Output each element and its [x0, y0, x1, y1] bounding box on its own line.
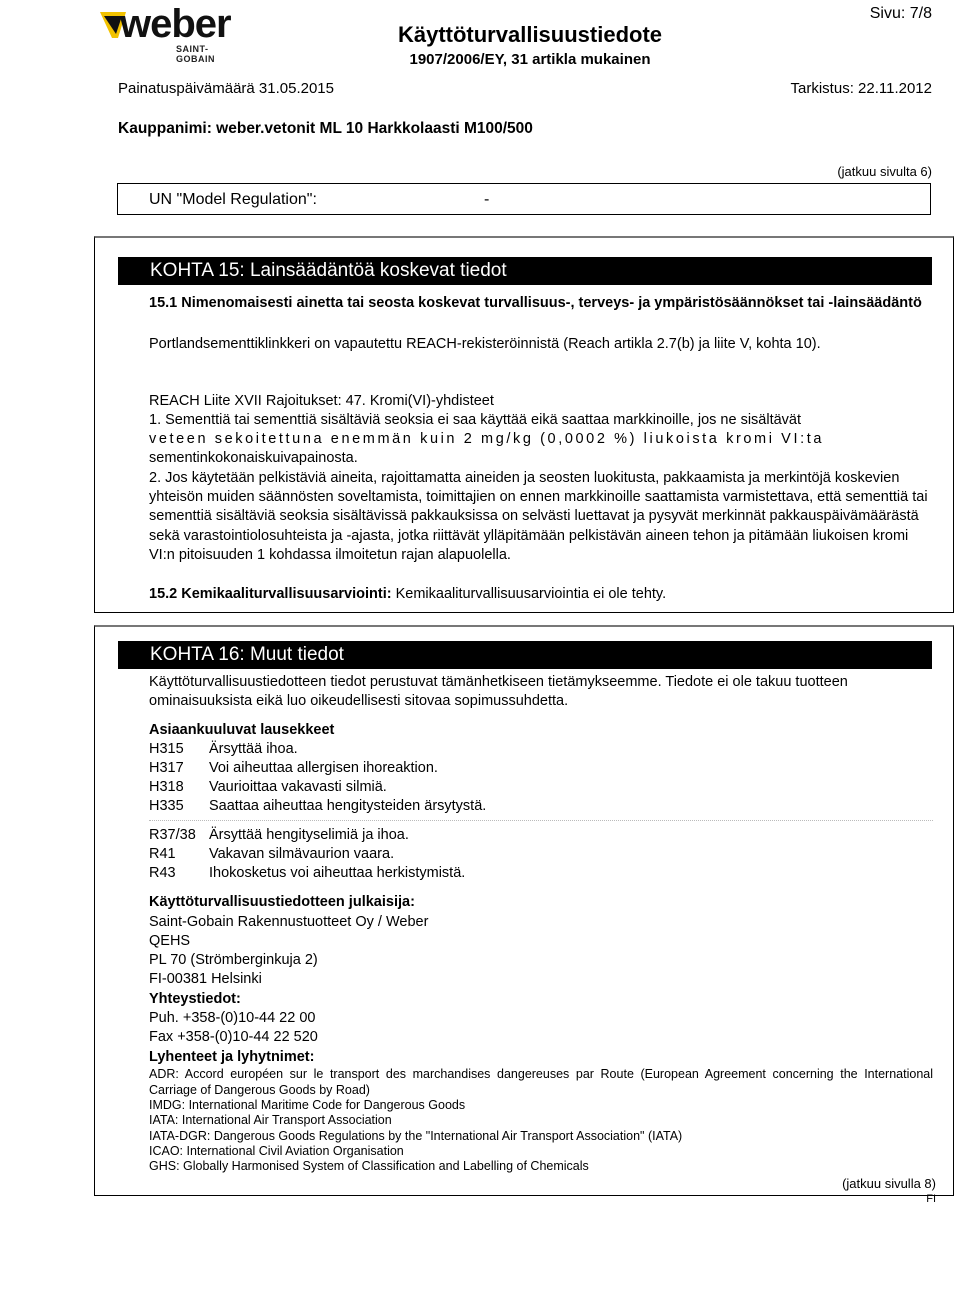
logo-wordmark: weber — [120, 2, 231, 46]
section-15-1-heading: 15.1 Nimenomaisesti ainetta tai seosta koskevat turvallisuus-, terveys- ja ympäristösäännökset tai -lainsäädäntö — [149, 295, 922, 311]
item-1-line-a: 1. Sementtiä tai sementtiä sisältäviä seoksia ei saa käyttää eikä saattaa markkinoille, jos ne sisältävät — [149, 412, 802, 428]
phrase-code: R43 — [149, 865, 176, 881]
phrase-text: Vakavan silmävaurion vaara. — [209, 846, 395, 862]
contact-line: Puh. +358-(0)10-44 22 00 — [149, 1010, 316, 1026]
revision-date: Tarkistus: 22.11.2012 — [790, 80, 932, 97]
h-phrase-row — [149, 797, 486, 816]
trade-name: Kauppanimi: weber.vetonit ML 10 Harkkolaasti M100/500 — [118, 120, 533, 137]
phrase-text: Ärsyttää hengityselimiä ja ihoa. — [209, 827, 409, 843]
h-phrase-row — [149, 778, 387, 797]
r-phrase-row — [149, 845, 394, 864]
abbr-line: GHS: Globally Harmonised System of Classification and Labelling of Chemicals — [149, 1159, 589, 1173]
section-15-2-body: Kemikaaliturvallisuusarviointia ei ole tehty. — [391, 586, 667, 602]
publisher-line: Saint-Gobain Rakennustuotteet Oy / Weber — [149, 914, 429, 930]
r-phrase-row — [149, 826, 409, 845]
contact-line: Fax +358-(0)10-44 22 520 — [149, 1029, 318, 1045]
item-2: 2. Jos käytetään pelkistäviä aineita, rajoittamatta aineiden ja seosten luokitusta, pakkaamista ja merkintöjä koskevien yhteisön muiden säännösten soveltamista, toimittajien on ennen markkinoille saattamista varmistettava, että sementtiä tai sementtiä sisältäviä seoksia sisältävissä pakkauksissa on selvästi luettavat ja pysyvät merkinnät pakkauspäivämäärästä sekä varastointiolosuhteista ja -ajasta, jotka riittävät ylläpitämään pelkistävän aineen tehon ja pitämään liukoisen kromi VI:n pitoisuuden 1 kohdassa ilmoitetun rajan alapuolella. — [149, 470, 928, 563]
phrase-text: Vaurioittaa vakavasti silmiä. — [209, 779, 387, 795]
r-phrase-row — [149, 864, 465, 883]
contact-heading: Yhteystiedot: — [149, 991, 241, 1007]
publisher-line: FI-00381 Helsinki — [149, 971, 262, 987]
un-model-label: UN "Model Regulation": — [149, 191, 317, 208]
section-16 — [94, 625, 954, 1196]
un-model-value: - — [484, 191, 490, 208]
phrase-code: H335 — [149, 798, 184, 814]
h-phrase-row — [149, 740, 298, 759]
item-1-line-b: veteen sekoitettuna enemmän kuin 2 mg/kg (0,0002 %) liukoista kromi VI:ta — [149, 431, 824, 447]
h-phrase-row — [149, 759, 438, 778]
publisher-line: PL 70 (Strömberginkuja 2) — [149, 952, 318, 968]
phrase-code: H315 — [149, 741, 184, 757]
document-title: Käyttöturvallisuustiedote — [397, 22, 663, 47]
publisher-line: QEHS — [149, 933, 191, 949]
phrase-text: Ärsyttää ihoa. — [209, 741, 298, 757]
phrase-code: R41 — [149, 846, 176, 862]
section-15-1-body: Portlandsementtiklinkkeri on vapautettu REACH-rekisteröinnistä (Reach artikla 2.7(b) ja liite V, kohta 10). — [149, 336, 821, 352]
phrase-code: R37/38 — [149, 827, 196, 843]
weber-logo — [98, 2, 243, 64]
phrase-text: Ihokosketus voi aiheuttaa herkistymistä. — [209, 865, 466, 881]
dotted-divider — [149, 820, 933, 821]
page-number: Sivu: 7/8 — [869, 5, 932, 22]
section-15-2 — [149, 585, 933, 604]
reach-restrictions: REACH Liite XVII Rajoitukset: 47. Kromi(VI)-yhdisteet — [149, 393, 494, 409]
section-15-title: KOHTA 15: Lainsäädäntöä koskevat tiedot — [118, 257, 932, 285]
abbr-line: IATA: International Air Transport Association — [149, 1113, 392, 1127]
language-code: FI — [926, 1193, 936, 1205]
section-15 — [94, 236, 954, 613]
phrase-code: H317 — [149, 760, 184, 776]
abbr-line: ICAO: International Civil Aviation Organisation — [149, 1144, 404, 1158]
phrase-text: Voi aiheuttaa allergisen ihoreaktion. — [209, 760, 438, 776]
print-date: Painatuspäivämäärä 31.05.2015 — [118, 80, 334, 97]
un-model-regulation-box — [117, 183, 931, 215]
section-16-title: KOHTA 16: Muut tiedot — [118, 641, 932, 669]
continued-from: (jatkuu sivulta 6) — [837, 164, 932, 179]
relevant-phrases-heading: Asiaankuuluvat lausekkeet — [149, 722, 335, 738]
phrase-text: Saattaa aiheuttaa hengitysteiden ärsytystä. — [209, 798, 487, 814]
abbr-adr: ADR: Accord européen sur le transport des marchandises dangereuses par Route (European Agreement concerning the International Carriage of Dangerous Goods by Road) — [149, 1067, 933, 1097]
abbreviations-heading: Lyhenteet ja lyhytnimet: — [149, 1049, 315, 1065]
section-15-2-heading: 15.2 Kemikaaliturvallisuusarviointi: — [149, 586, 392, 602]
item-1-line-c: sementinkokonaiskuivapainosta. — [149, 450, 358, 466]
publisher-heading: Käyttöturvallisuustiedotteen julkaisija: — [149, 894, 415, 910]
phrase-code: H318 — [149, 779, 184, 795]
logo-subtext: SAINT-GOBAIN — [176, 44, 215, 64]
section-16-intro: Käyttöturvallisuustiedotteen tiedot perustuvat tämänhetkiseen tietämykseemme. Tiedote ei ole takuu tuotteen ominaisuuksista eikä luo oikeudellisesti sitovaa sopimussuhdetta. — [149, 674, 848, 710]
continued-to: (jatkuu sivulla 8) — [842, 1176, 936, 1191]
abbr-line: IATA-DGR: Dangerous Goods Regulations by the "International Air Transport Association" (IATA) — [149, 1129, 683, 1143]
document-subtitle: 1907/2006/EY, 31 artikla mukainen — [409, 51, 651, 68]
abbr-line: IMDG: International Maritime Code for Dangerous Goods — [149, 1098, 466, 1112]
